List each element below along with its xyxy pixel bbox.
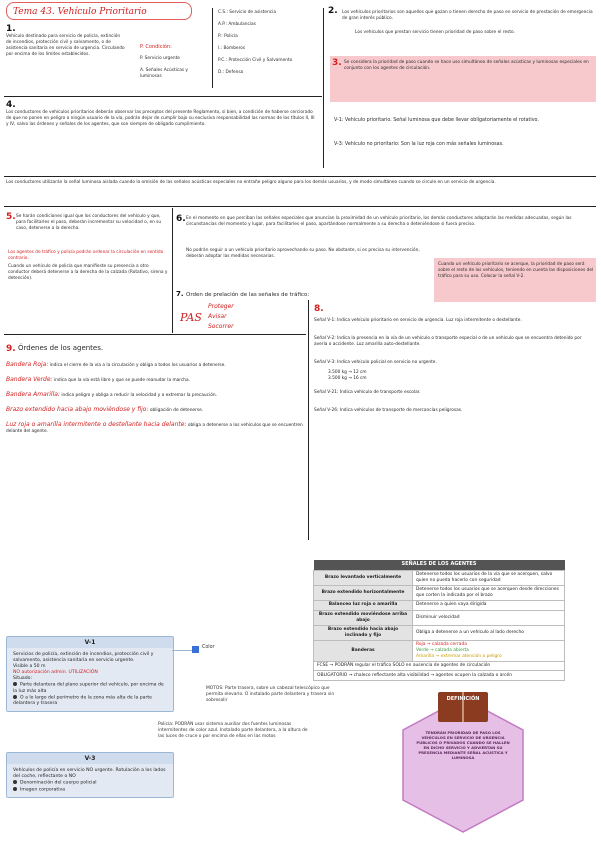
distance-line: 3.500 kg → 16 cm: [328, 376, 367, 381]
v-signal-line: Señal V-2: Indica la presencia en la vía de un vehículo o transporte especial o de un vehículo que se encuentra detenido por avería o accidente. Luz amarilla auto-destellante.: [314, 336, 582, 347]
v1-line: V-1: Vehículo prioritario. Señal luminosa que debe llevar obligatoriamente el rotativo.: [334, 118, 539, 123]
section-5-note: Los agentes de tráfico y policía podrán ordenar la circulación en sentido contrario.: [8, 250, 164, 261]
section-4-text: Los conductores de vehículos prioritarios deberán observar las preceptos del presente Reglamento, si bien, a condición de haberse cerciorado de que no ponen en peligro a ningún usuario de la vía, podrán dejar de cumplir bajo su exclusiva responsabilidad las normas de los títulos II, III y IV, salvo las órdenes y señales de los agentes, que son siempre de obligado cumplimiento.: [6, 110, 315, 127]
v-signal-line: Señal V-21: Indica vehículo de transporte escolar.: [314, 390, 421, 395]
pas-label: PAS: [180, 311, 202, 324]
table-row: [314, 585, 565, 600]
agent-order-value: indica el cierre de la vía a la circulación y obliga a todos los usuarios a detenerse.: [49, 363, 226, 368]
table-row: [314, 570, 565, 585]
v-signal-line: Señal V-26: Indica vehículos de transporte de mercancías peligrosas.: [314, 408, 463, 413]
v-signal-line: Señal V-3: Indica vehículo policial en servicio no urgente.: [314, 360, 437, 365]
v3-card-text: Vehículos de policía en servicio NO urgente. Rotulación a los lados del coche, reflectante o NO: [13, 768, 166, 779]
blue-color-swatch: [192, 646, 199, 653]
service-list-4: I.: Bomberos: [218, 46, 246, 51]
v1-card-visibility: Visible a 50 m: [13, 664, 46, 669]
agent-order-key: Bandera Verde:: [6, 376, 53, 383]
table-row: [314, 661, 565, 671]
signal-key: Brazo extendido horizontalmente: [314, 585, 413, 600]
banderas-values: [413, 640, 565, 661]
section-1-text: Vehículo destinado para servicio de policía, extinción de incendios, protección civil y salvamento, o de asistencia sanitaria en servicio de urgencia. Circulando por encima de los límites establecidos.: [6, 34, 125, 57]
section-8-number: 8.: [314, 304, 324, 314]
table-row: [314, 600, 565, 610]
section-9-number: 9.: [6, 344, 16, 354]
section-6-number: 6.: [176, 214, 186, 224]
agent-order-value: indica peligro y obliga a reducir la velocidad y a extremar la precaución.: [61, 393, 217, 398]
definition-text: TENDRÁN PRIORIDAD DE PASO LOS VEHÍCULOS EN SERVICIO DE URGENCIA PÚBLICOS O PRIVADOS CUANDO SE HALLEN EN DICHO SERVICIO Y ADVIERTAN SU PRESENCIA MEDIANTE SEÑAL ACÚSTICA Y LUMINOSA: [416, 730, 510, 760]
v1-card-authorization: NO autorización admin. UTILIZACIÓN: [13, 670, 98, 675]
agent-order-key: Bandera Amarilla:: [6, 391, 60, 398]
agent-order-item: [6, 362, 304, 369]
section-2-number: 2.: [328, 6, 338, 16]
section-5-text: Se harán condiciones igual que los conductores del vehículo y que, para facilitarles el paso, deberán incrementar su velocidad o, en su caso, detenerse a la derecha.: [16, 214, 162, 231]
section-5-extra: Cuando un vehículo de policía que manifieste su presencia a otro conductor deberá detenerse a la derecha de la calzada (Rotativo, sirena y detención).: [8, 264, 168, 281]
motos-note: MOTOS: Parte trasera, sobre un cabezal telescópico que permita elevarlo. O instalado parte delantera y trasera sin sobresalir: [206, 686, 335, 703]
priority-note: Cuando un vehículo prioritario se acerque, la prioridad de paso será sobre el resto de los vehículos, teniendo en cuenta las disposiciones del tráfico para su uso. Colocar la señal V-2.: [438, 262, 594, 279]
agent-order-value: indica que la vía está libre y que se puede reanudar la marcha.: [53, 378, 191, 383]
bandera-verde: Verde → calzada abierta: [416, 648, 469, 654]
v3-card-bullet-1: Denominación del cuerpo policial: [13, 780, 167, 787]
distance-line: 3.500 kg → 12 cm: [328, 370, 367, 375]
section-7-text: Orden de prelación de las señales de tráfico:: [186, 292, 310, 298]
agent-order-key: Bandera Roja:: [6, 361, 49, 368]
signal-key: Balanceo luz roja o amarilla: [314, 600, 413, 610]
section-1-condition-2: A. Señales Acústicas y luminosas: [140, 68, 188, 79]
v1-card: [6, 636, 174, 712]
signal-meaning: Obliga a detenerse a un vehículo al lado derecho: [413, 625, 565, 640]
agent-signals-table: [313, 560, 565, 681]
section-1-condition-label: P. Condición:: [140, 44, 172, 50]
agent-order-key: Luz roja o amarilla intermitente o destellante hacia delante:: [6, 421, 187, 428]
divider: [172, 208, 173, 333]
section-5-number: 5.: [6, 212, 16, 222]
service-list-3: P.: Policía: [218, 34, 238, 39]
signal-meaning: Disminuir velocidad: [413, 610, 565, 625]
divider: [4, 206, 596, 207]
signal-key: Brazo extendido moviéndose arriba abajo: [314, 610, 413, 625]
table-row: [314, 625, 565, 640]
v-signal-line: Señal V-1: Indica vehículo prioritario en servicio de urgencia. Luz roja intermitente o destellante.: [314, 318, 522, 323]
agent-order-key: Brazo extendido hacia abajo moviéndose y fijo:: [6, 406, 149, 413]
v-signals-list: [314, 318, 596, 426]
color-label: Color: [202, 645, 215, 650]
pas-item-2: Avisar: [208, 313, 227, 320]
agent-order-item: [6, 377, 304, 384]
fcse-note: FCSE → PODRÁN regular el tráfico SOLO en ausencia de agentes de circulación: [314, 661, 565, 671]
agents-orders-list: [6, 362, 304, 443]
service-list-1: C.S.: Servicio de asistencia: [218, 10, 276, 15]
agent-order-value: obligación de detenerse.: [149, 408, 204, 413]
bandera-roja: Roja → calzada cerrada: [416, 642, 467, 648]
signal-meaning: Detenerse a quien vaya dirigida: [413, 600, 565, 610]
v3-line: V-3: Vehículo no prioritario: Son la luz roja con más señales luminosas.: [334, 142, 504, 147]
obligatorio-note: OBLIGATORIO → chaleco reflectante alta visibilidad → agentes ocupen la calzada o arcén: [314, 671, 565, 681]
agent-order-value: obliga a detenerse a los vehículos que se encuentren delante del agente.: [6, 423, 303, 434]
section-9-heading: Órdenes de los agentes.: [18, 344, 104, 352]
policia-note: Policía: PODRÁN usar sistema auxiliar dos fuentes luminosas intermitentes de color azul. Instalado parte delantera, a la altura de las luces de cruce o por encima de ellas en las motos: [158, 722, 308, 739]
divider: [323, 8, 324, 168]
section-3-number: 3.: [332, 58, 342, 68]
table-row: [314, 610, 565, 625]
section-4-number: 4.: [6, 100, 16, 110]
divider: [4, 96, 322, 97]
signal-key: Brazo levantado verticalmente: [314, 570, 413, 585]
signal-meaning: Detenerse todos los usuarios de la vía que se acerquen, salvo quien no pueda hacerlo con seguridad: [413, 570, 565, 585]
page-title: Tema 43. Vehículo Prioritario: [6, 2, 192, 20]
definition-badge: [388, 690, 538, 840]
divider: [4, 334, 306, 335]
signal-meaning: Detenerse todos los usuarios que se acerquen desde direcciones que corten la indicada por el brazo: [413, 585, 565, 600]
service-list-5: P.C.: Protección Civil y Salvamento: [218, 58, 293, 63]
service-list-2: A.P.: Ambulancias: [218, 22, 256, 27]
v3-card: [6, 752, 174, 798]
section-3-text: Se considera la prioridad de paso cuando se hace uso simultáneo de señales acústicas y luminosas especiales en conjunto con los agentes de circulación.: [344, 60, 589, 71]
section-4-paragraph: Los conductores utilizarán la señal luminosa aislada cuando la omisión de las señales acústicas especiales no entrañe peligro alguno para los demás usuarios, y de modo simultáneo cuando se circule en un servicio de urgencia.: [6, 180, 496, 185]
agent-order-item: [6, 392, 304, 399]
section-6-note: No podrán seguir a un vehículo prioritario aprovechando su paso. No obstante, si es precisa su intervención, deberán adoptar las medidas necesarias.: [186, 248, 420, 259]
agent-order-item: [6, 407, 304, 414]
section-1-condition-1: P. Servicio urgente: [140, 56, 180, 61]
v1-card-situado: Situado:: [13, 676, 32, 681]
pas-item-3: Socorrer: [208, 323, 234, 330]
definition-title: DEFINICIÓN: [446, 696, 480, 702]
section-1-number: 1.: [6, 24, 16, 34]
agent-order-item: [6, 422, 304, 435]
section-7-number: 7.: [176, 290, 184, 298]
section-6-text: En el momento en que perciban las señales especiales que anuncian la proximidad de un vehículo prioritario, los demás conductores adoptarán las medidas adecuadas, según las circunstancias del momento y lugar, para facilitarles el paso, apartándose normalmente a su derecha o deteniéndose si fuera preciso.: [186, 216, 572, 227]
pas-item-1: Proteger: [208, 303, 234, 310]
divider: [4, 176, 596, 177]
service-list-6: D.: Defensa: [218, 70, 244, 75]
section-2-subtext: Los vehículos que prestan servicio tienen prioridad de paso sobre el resto.: [355, 30, 515, 35]
v1-card-bullet-2: O a lo largo del perímetro de la zona más alta de la parte delantera y trasera: [13, 695, 153, 706]
v3-card-bullet-2: Imagen corporativa: [13, 787, 167, 794]
signal-key: Brazo extendido hacia abajo inclinado y fijo: [314, 625, 413, 640]
divider: [308, 300, 309, 540]
v1-card-bullet-1: Parte delantera del plano superior del vehículo, por encima de la luz más alta: [13, 682, 164, 694]
connector-line: [172, 650, 192, 651]
banderas-label: Banderas: [314, 640, 413, 661]
v1-card-title: V-1: [7, 637, 173, 648]
bandera-amarilla: Amarilla → extremar atención o peligro: [416, 653, 502, 659]
v3-card-title: V-3: [7, 753, 173, 764]
table-header: SEÑALES DE LOS AGENTES: [314, 560, 565, 570]
section-2-text: Los vehículos prioritarios son aquellos que gozan o tienen derecho de paso en servicio de prestación de emergencia de gran interés público.: [342, 10, 593, 21]
v1-card-text: Servicios de policía, extinción de incendios, protección civil y salvamento, asistencia sanitaria en servicio urgente.: [13, 652, 154, 663]
table-row: [314, 671, 565, 681]
table-row: [314, 640, 565, 661]
divider: [212, 8, 213, 88]
